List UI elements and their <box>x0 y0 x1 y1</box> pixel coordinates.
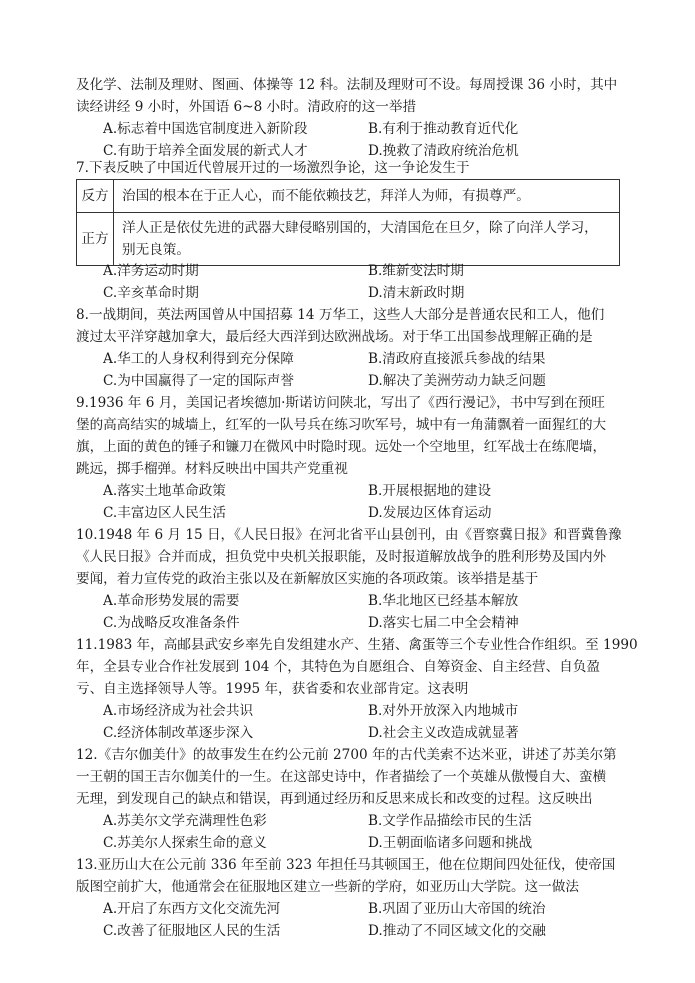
side-label-con: 反方 <box>77 180 114 213</box>
question-9-stem-line: 堡的高高结实的城墙上，红军的一队号兵在练习吹军号，城中有一角蒲飘着一面猩红的大 <box>76 417 607 433</box>
question-13-option-d: D.推动了不同区域文化的交融 <box>368 923 546 939</box>
question-11-stem-line: 亏、自主选择领导人等。1995 年，获省委和农业部肯定。这表明 <box>76 681 469 697</box>
question-8-option-d: D.解决了美洲劳动力缺乏问题 <box>368 373 546 389</box>
question-11-option-a: A.市场经济成为社会共识 <box>103 703 254 719</box>
side-label-pro: 正方 <box>77 213 114 266</box>
question-7-stem: 7.下表反映了中国近代曾展开过的一场激烈争论，这一争论发生于 <box>76 160 470 176</box>
question-13-stem-line: 版图空前扩大，他通常会在征服地区建立一些新的学府，如亚历山大学院。这一做法 <box>76 879 579 895</box>
question-6-option-d: D.挽救了清政府统治危机 <box>368 143 519 159</box>
question-8-option-c: C.为中国赢得了一定的国际声誉 <box>103 373 294 389</box>
question-11-stem-line: 11.1983 年，高邮县武安乡率先自发组建水产、生猪、禽蛋等三个专业性合作组织。至 1990 <box>76 637 638 653</box>
question-12-option-c: C.苏美尔人探索生命的意义 <box>103 835 267 851</box>
question-11-option-d: D.社会主义改造成就显著 <box>368 725 519 741</box>
question-11-stem-line: 年，全县专业合作社发展到 104 个，其特色为自愿组合、自筹资金、自主经营、自负盈 <box>76 659 600 675</box>
question-7-option-a: A.洋务运动时期 <box>103 263 199 279</box>
question-13-stem-line: 13.亚历山大在公元前 336 年至前 323 年担任马其顿国王，他在位期间四处征伐，使帝国 <box>76 857 616 873</box>
table-row <box>77 213 620 266</box>
question-9-option-c: C.丰富边区人民生活 <box>103 505 226 521</box>
question-12-option-b: B.文学作品描绘市民的生活 <box>368 813 532 829</box>
question-10-stem-line: 要闻，着力宣传党的政治主张以及在新解放区实施的各项政策。该举措是基于 <box>76 571 539 587</box>
question-9-stem-line: 跳远，掷手榴弹。材料反映出中国共产党重视 <box>76 461 348 477</box>
question-9-stem-line: 旗，上面的黄色的锤子和镰刀在微风中时隐时现。远处一个空地里，红军战士在练爬墙， <box>76 439 607 455</box>
question-6-stem-line: 及化学、法制及理财、图画、体操等 12 科。法制及理财可不设。每周授课 36 小时，其中 <box>76 77 618 93</box>
question-6-option-a: A.标志着中国选官制度进入新阶段 <box>103 121 308 137</box>
question-9-option-b: B.开展根据地的建设 <box>368 483 492 499</box>
question-9-option-d: D.发展边区体育运动 <box>368 505 492 521</box>
question-6-option-c: C.有助于培养全面发展的新式人才 <box>103 143 308 159</box>
question-7-option-c: C.辛亥革命时期 <box>103 285 199 301</box>
side-argument-pro-line: 洋人正是依仗先进的武器大肆侵略别国的，大清国危在旦夕，除了向洋人学习， <box>122 220 598 236</box>
question-13-option-c: C.改善了征服地区人民的生活 <box>103 923 281 939</box>
question-11-option-c: C.经济体制改革逐步深入 <box>103 725 254 741</box>
question-8-option-b: B.清政府直接派兵参战的结果 <box>368 351 546 367</box>
debate-table <box>76 179 620 266</box>
question-8-stem-line: 渡过太平洋穿越加拿大，最后经大西洋到达欧洲战场。对于华工出国参战理解正确的是 <box>76 329 593 345</box>
question-12-stem-line: 无理，到发现自己的缺点和错误，再到通过经历和反思来成长和改变的过程。这反映出 <box>76 791 593 807</box>
question-6-option-b: B.有利于推动教育近代化 <box>368 121 519 137</box>
question-9-option-a: A.落实土地革命政策 <box>103 483 226 499</box>
question-13-option-a: A.开启了东西方文化交流先河 <box>103 901 281 917</box>
table-row <box>77 180 620 213</box>
side-argument-pro <box>114 213 620 266</box>
question-10-stem-line: 《人民日报》合并而成，担负党中央机关报职能，及时报道解放战争的胜利形势及国内外 <box>76 549 607 565</box>
question-10-option-a: A.革命形势发展的需要 <box>103 593 240 609</box>
question-9-stem-line: 9.1936 年 6 月，美国记者埃德加·斯诺访问陕北，写出了《西行漫记》，书中写到在预旺 <box>76 395 605 411</box>
question-12-option-d: D.王朝面临诸多问题和挑战 <box>368 835 533 851</box>
question-10-option-c: C.为战略反攻准备条件 <box>103 615 240 631</box>
question-7-option-d: D.清末新政时期 <box>368 285 465 301</box>
question-11-option-b: B.对外开放深入内地城市 <box>368 703 519 719</box>
question-10-option-d: D.落实七届二中全会精神 <box>368 615 519 631</box>
question-12-option-a: A.苏美尔文学充满理性色彩 <box>103 813 267 829</box>
question-7-option-b: B.维新变法时期 <box>368 263 464 279</box>
question-13-option-b: B.巩固了亚历山大帝国的统治 <box>368 901 546 917</box>
side-argument-pro-line: 别无良策。 <box>122 242 190 258</box>
question-10-stem-line: 10.1948 年 6 月 15 日，《人民日报》在河北省平山县创刊，由《晋察冀日报》和晋冀鲁豫 <box>76 527 622 543</box>
question-6-stem-line: 读经讲经 9 小时，外国语 6~8 小时。清政府的这一举措 <box>76 99 417 115</box>
side-argument-con: 治国的根本在于正人心，而不能依赖技艺，拜洋人为师，有损尊严。 <box>114 180 620 213</box>
question-8-stem-line: 8.一战期间，英法两国曾从中国招募 14 万华工，这些人大部分是普通农民和工人，他们 <box>76 307 605 323</box>
question-8-option-a: A.华工的人身权利得到充分保障 <box>103 351 294 367</box>
question-10-option-b: B.华北地区已经基本解放 <box>368 593 519 609</box>
question-12-stem-line: 一王朝的国王吉尔伽美什的一生。在这部史诗中，作者描绘了一个英雄从傲慢自大、蛮横 <box>76 769 607 785</box>
question-12-stem-line: 12.《吉尔伽美什》的故事发生在约公元前 2700 年的古代美索不达米亚，讲述了苏美尔第 <box>76 747 617 763</box>
